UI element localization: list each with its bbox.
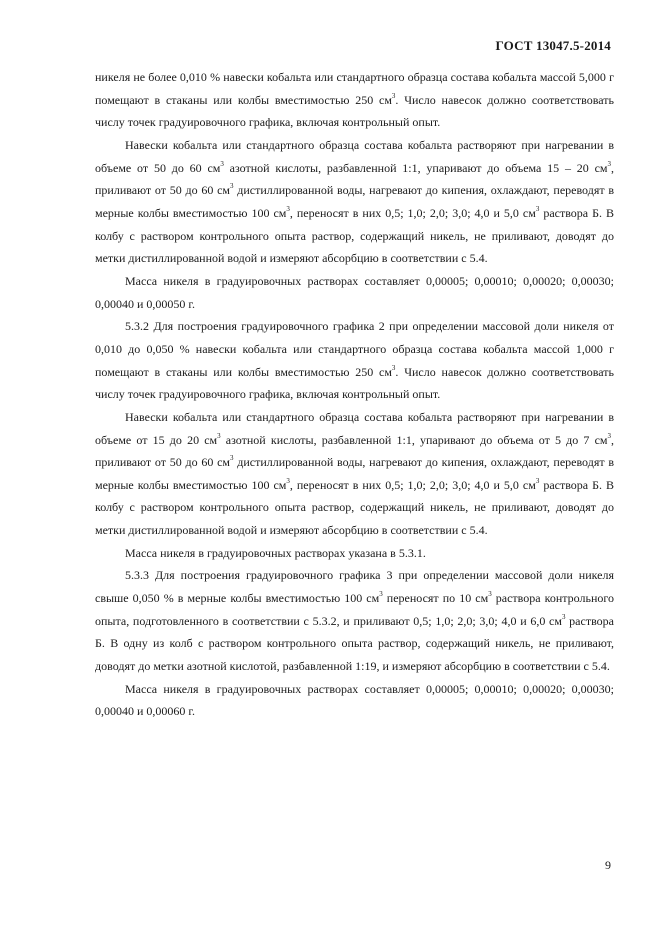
document-body <box>95 66 614 723</box>
superscript: 3 <box>391 91 396 100</box>
text-run: дистиллированной воды, нагревают до кипения, охлаждают, переводят в мерные колбы вместимостью 100 см <box>95 455 614 492</box>
paragraph <box>95 66 614 134</box>
document-header: ГОСТ 13047.5-2014 <box>495 38 611 53</box>
text-run: Масса никеля в градуировочных растворах составляет 0,00005; 0,00010; 0,00020; 0,00030; 0,00040 и 0,00060 г. <box>95 681 614 719</box>
superscript: 3 <box>217 431 221 440</box>
text-run: раствора Б. В одну из колб с раствором контрольного опыта раствор, содержащий никель, не приливают, доводят до метки азотной кислотой, разбавленной 1:19, и измеряют абсорбцию в соответствии с 5.4. <box>95 613 614 674</box>
text-run: , приливают от 50 до 60 см <box>95 432 614 470</box>
text-run: раствора Б. В колбу с раствором контрольного опыта раствор, содержащий никель, не приливают, доводят до метки дистиллированной водой и измеряют абсорбцию в соответствии с 5.4. <box>95 205 614 266</box>
superscript: 3 <box>561 612 566 621</box>
superscript: 3 <box>607 431 611 440</box>
text-run: раствора контрольного опыта, подготовленного в соответствии с 5.3.2, и приливают 0,5; 1,0; 2,0; 3,0; 4,0 и 6,0 см <box>95 591 614 628</box>
superscript: 3 <box>286 476 290 485</box>
superscript: 3 <box>220 159 224 168</box>
text-run: , приливают от 50 до 60 см <box>95 160 614 198</box>
text-run: , переносят в них 0,5; 1,0; 2,0; 3,0; 4,0 и 5,0 см <box>289 477 536 492</box>
paragraph <box>95 406 614 542</box>
page-number: 9 <box>605 858 611 872</box>
paragraph <box>95 678 614 723</box>
text-run: . Число навесок должно соответствовать числу точек градуировочного графика, включая контрольный опыт. <box>95 364 614 402</box>
superscript: 3 <box>230 454 234 463</box>
paragraph <box>95 270 614 315</box>
superscript: 3 <box>379 590 383 599</box>
paragraph <box>95 134 614 270</box>
text-run: азотной кислоты, разбавленной 1:1, упаривают до объема 15 – 20 см <box>223 160 608 175</box>
paragraph <box>95 564 614 677</box>
text-run: раствора Б. В колбу с раствором контрольного опыта раствор, содержащий никель, не приливают, доводят до метки дистиллированной водой и измеряют абсорбцию в соответствии с 5.4. <box>95 477 614 538</box>
superscript: 3 <box>391 363 396 372</box>
superscript: 3 <box>286 204 290 213</box>
superscript: 3 <box>535 476 540 485</box>
text-run: никеля не более 0,010 % навески кобальта или стандартного образца состава кобальта массой 5,000 г помещают в стаканы или колбы вместимостью 250 см <box>95 70 614 107</box>
superscript: 3 <box>488 590 492 599</box>
text-run: дистиллированной воды, нагревают до кипения, охлаждают, переводят в мерные колбы вместимостью 100 см <box>95 183 614 220</box>
paragraph <box>95 542 614 565</box>
superscript: 3 <box>535 204 540 213</box>
text-run: азотной кислоты, разбавленной 1:1, упаривают до объема от 5 до 7 см <box>220 432 608 447</box>
text-run: переносят по 10 см <box>382 591 489 606</box>
paragraph <box>95 315 614 406</box>
text-run: Навески кобальта или стандартного образца состава кобальта растворяют при нагревании в объеме от 15 до 20 см <box>95 409 614 447</box>
text-run: 5.3.2 Для построения градуировочного графика 2 при определении массовой доли никеля от 0,010 до 0,050 % навески кобальта или стандартного образца состава кобальта массой 1,000 г помещают в стаканы или колбы вместимостью 250 см <box>95 319 614 379</box>
superscript: 3 <box>230 182 234 191</box>
text-run: Масса никеля в градуировочных растворах указана в 5.3.1. <box>125 545 426 560</box>
text-run: Навески кобальта или стандартного образца состава кобальта растворяют при нагревании в объеме от 50 до 60 см <box>95 137 614 175</box>
text-run: Масса никеля в градуировочных растворах составляет 0,00005; 0,00010; 0,00020; 0,00030; 0,00040 и 0,00050 г. <box>95 273 614 311</box>
text-run: , переносят в них 0,5; 1,0; 2,0; 3,0; 4,0 и 5,0 см <box>289 205 536 220</box>
text-run: . Число навесок должно соответствовать числу точек градуировочного графика, включая контрольный опыт. <box>95 92 614 130</box>
text-run: 5.3.3 Для построения градуировочного графика 3 при определении массовой доли никеля свыше 0,050 % в мерные колбы вместимостью 100 см <box>95 568 614 606</box>
superscript: 3 <box>607 159 611 168</box>
